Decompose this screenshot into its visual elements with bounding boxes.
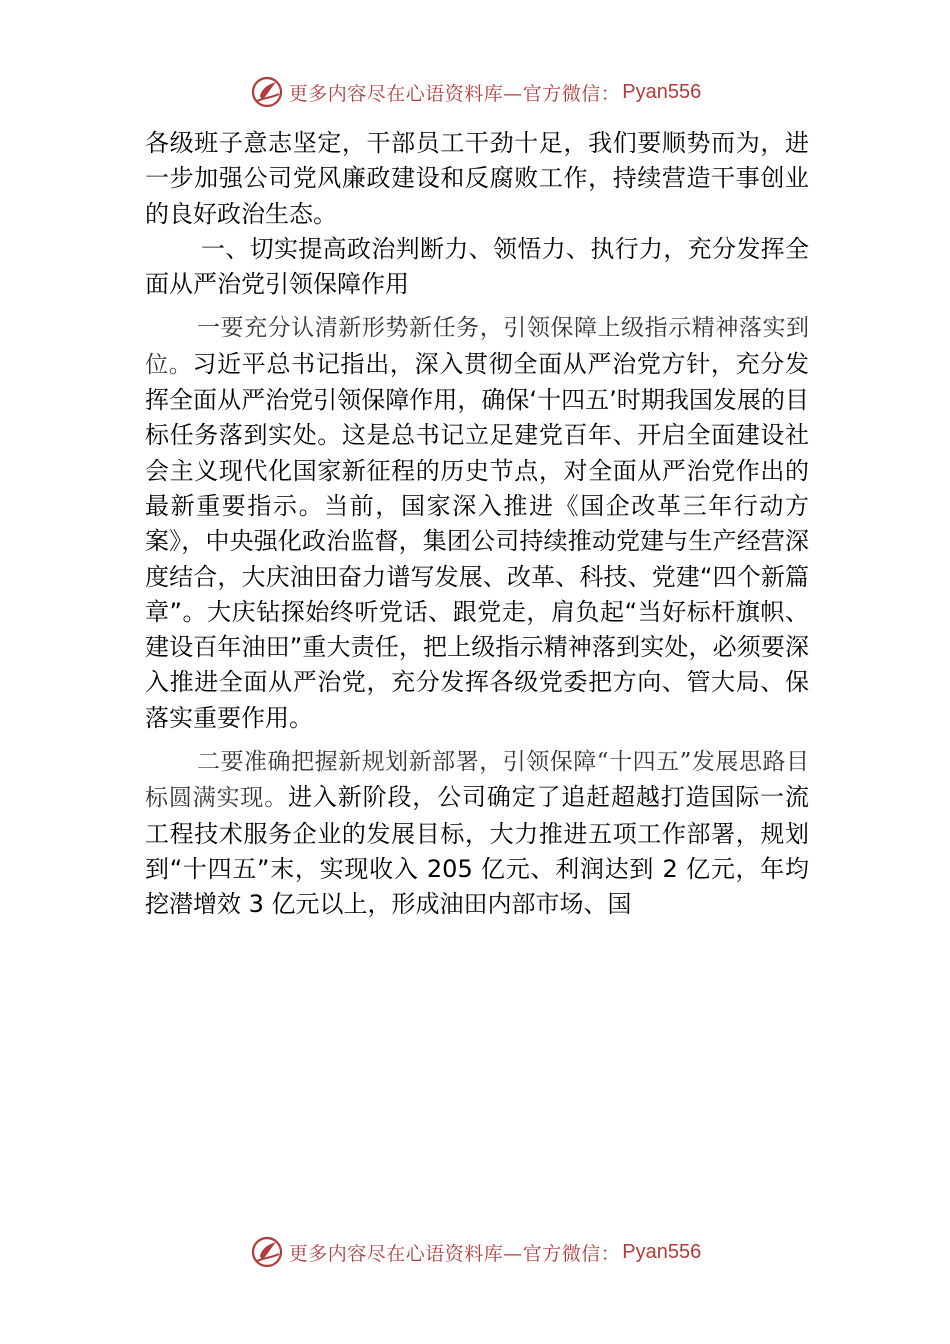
document-body (145, 126, 809, 923)
paragraph-point-two (145, 744, 809, 922)
section-heading: 一、切实提高政治判断力、领悟力、执行力，充分发挥全面从严治党引领保障作用 (145, 234, 809, 299)
paragraph-intro: 各级班子意志坚定，干部员工干劲十足，我们要顺势而为，进一步加强公司党风廉政建设和反腐败工作，持续营造干事创业的良好政治生态。 (145, 129, 809, 228)
paragraph-point-two-body: 进入新阶段，公司确定了追赶超越打造国际一流工程技术服务企业的发展目标，大力推进五项工作部署，规划到“十四五”末，实现收入 205 亿元、利润达到 2 亿元，年均挖潜增效 3 亿元以上，形成油田内部市场、国 (145, 783, 809, 919)
watermark-header (0, 72, 950, 112)
watermark-account: Pyan556 (622, 80, 702, 103)
paragraph-point-one-lead: 一要充分认清新形势新任务，引领保障上级指示精神落实到位。 (145, 315, 809, 378)
paragraph-point-two-lead: 二要准确把握新规划新部署，引领保障“十四五”发展思路目标圆满实现。 (145, 749, 809, 812)
logo-icon (249, 74, 285, 110)
paragraph-point-one (145, 310, 809, 736)
logo-icon (249, 1234, 285, 1270)
watermark-text: 更多内容尽在心语资料库—官方微信： (288, 1242, 621, 1265)
watermark-account: Pyan556 (622, 1240, 702, 1263)
watermark-text: 更多内容尽在心语资料库—官方微信： (288, 82, 621, 105)
watermark-footer (0, 1232, 950, 1272)
paragraph-point-one-body: 习近平总书记指出，深入贯彻全面从严治党方针，充分发挥全面从严治党引领保障作用，确保‘十四五’时期我国发展的目标任务落到实处。这是总书记立足建党百年、开启全面建设社会主义现代化国家新征程的历史节点，对全面从严治党作出的最新重要指示。当前，国家深入推进《国企改革三年行动方案》，中央强化政治监督，集团公司持续推动党建与生产经营深度结合，大庆油田奋力谱写发展、改革、科技、党建“四个新篇章”。大庆钻探始终听党话、跟党走，肩负起“当好标杆旗帜、建设百年油田”重大责任，把上级指示精神落到实处，必须要深入推进全面从严治党，充分发挥各级党委把方向、管大局、保落实重要作用。 (145, 349, 810, 732)
